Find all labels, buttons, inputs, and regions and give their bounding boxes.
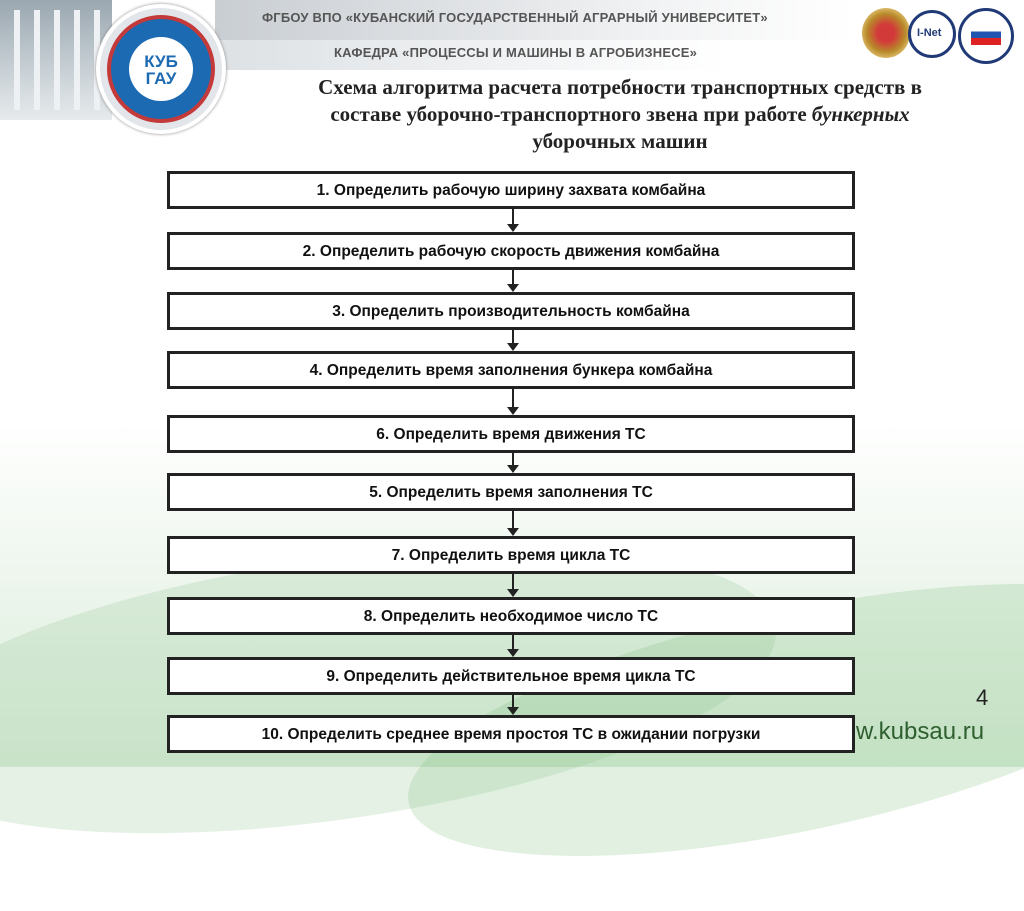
university-logo bbox=[96, 4, 226, 134]
logo-text: КУБ ГАУ bbox=[144, 52, 178, 88]
inet-emblem-text: I-Net bbox=[917, 27, 942, 39]
flow-arrow bbox=[507, 695, 519, 715]
flow-step-8: 8. Определить необходимое число ТС bbox=[167, 597, 855, 635]
slide-title bbox=[220, 74, 1020, 155]
flow-step-10: 10. Определить среднее время простоя ТС в ожидании погрузки bbox=[167, 715, 855, 753]
flow-step-1: 1. Определить рабочую ширину захвата комбайна bbox=[167, 171, 855, 209]
order-emblem-icon bbox=[862, 8, 910, 58]
title-line-3: уборочных машин bbox=[532, 129, 708, 153]
title-line-1: Схема алгоритма расчета потребности транспортных средств в bbox=[318, 75, 922, 99]
building-photo bbox=[0, 0, 112, 120]
flow-arrow bbox=[507, 635, 519, 657]
flow-step-5: 5. Определить время заполнения ТС bbox=[167, 473, 855, 511]
flow-arrow bbox=[507, 511, 519, 536]
title-italic-word: бункерных bbox=[811, 102, 910, 126]
education-emblem-icon bbox=[958, 8, 1014, 64]
website-link[interactable]: w.kubsau.ru bbox=[856, 718, 985, 745]
flow-step-4: 4. Определить время заполнения бункера комбайна bbox=[167, 351, 855, 389]
flow-step-2: 2. Определить рабочую скорость движения комбайна bbox=[167, 232, 855, 270]
title-line-2: составе уборочно-транспортного звена при работе бункерных bbox=[330, 102, 910, 126]
flow-step-6: 6. Определить время движения ТС bbox=[167, 415, 855, 453]
flow-step-7: 7. Определить время цикла ТС bbox=[167, 536, 855, 574]
university-name: ФГБОУ ВПО «КУБАНСКИЙ ГОСУДАРСТВЕННЫЙ АГРАРНЫЙ УНИВЕРСИТЕТ» bbox=[262, 10, 768, 25]
flow-arrow bbox=[507, 453, 519, 473]
inet-emblem-icon bbox=[908, 10, 956, 58]
flow-arrow bbox=[507, 330, 519, 351]
page-number: 4 bbox=[976, 685, 989, 710]
flow-step-3: 3. Определить производительность комбайна bbox=[167, 292, 855, 330]
flow-step-9: 9. Определить действительное время цикла ТС bbox=[167, 657, 855, 695]
flow-arrow bbox=[507, 209, 519, 232]
flow-arrow bbox=[507, 270, 519, 292]
flow-arrow bbox=[507, 574, 519, 597]
flow-arrow bbox=[507, 389, 519, 415]
department-name: КАФЕДРА «ПРОЦЕССЫ И МАШИНЫ В АГРОБИЗНЕСЕ» bbox=[334, 45, 698, 60]
